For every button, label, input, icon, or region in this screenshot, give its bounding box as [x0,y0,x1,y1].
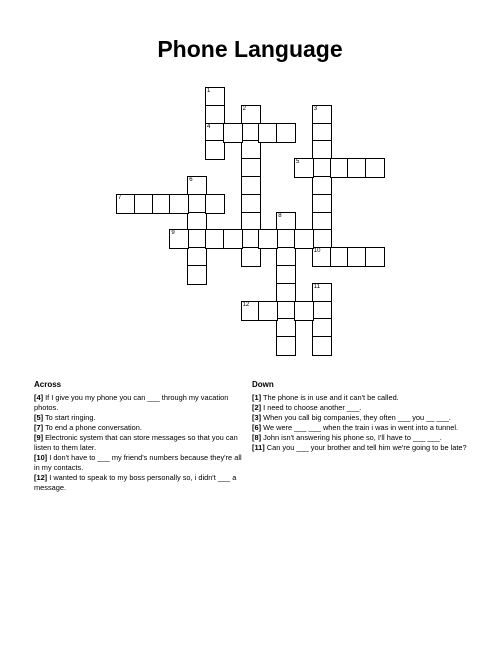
down-clue-list [252,393,468,453]
grid-cell[interactable] [365,158,385,178]
clue-number: 4 [207,123,211,130]
across-clue-list [34,393,246,493]
grid-cell[interactable] [169,194,189,214]
down-clue [252,413,468,423]
clue-number: 7 [118,194,122,201]
across-clue [34,413,246,423]
grid-cell[interactable] [294,301,314,321]
across-clue [34,453,246,473]
down-clue [252,423,468,433]
across-clue [34,433,246,453]
across-clues [34,380,246,493]
clue-number: 10 [313,248,321,255]
clue-text: Electronic system that can store messages so that you can listen to them later. [34,433,238,452]
grid-cell[interactable] [223,229,243,249]
down-heading: Down [252,380,274,389]
clue-number: 11 [313,283,321,290]
clue-number-label: [3] [252,413,262,422]
grid-cell[interactable] [187,265,207,285]
down-clue [252,433,468,443]
clue-text: Can you ___ your brother and tell him we're going to be late? [264,443,467,452]
clue-number: 5 [296,159,300,166]
clue-number-label: [4] [34,393,44,402]
grid-cell[interactable] [294,158,314,178]
across-clue [34,423,246,433]
clue-number-label: [1] [252,393,262,402]
clue-number: 6 [189,177,193,183]
clue-number-label: [7] [34,423,44,432]
clue-text: We were ___ ___ when the train i was in went into a tunnel. [261,423,459,432]
clue-number: 9 [171,230,175,237]
clue-text: I don't have to ___ my friend's numbers because they're all in my contacts. [34,453,242,472]
clue-number: 1 [207,88,211,94]
clue-number-label: [6] [252,423,262,432]
grid-cell[interactable] [258,229,278,249]
clue-number-label: [12] [34,473,48,482]
clue-text: When you call big companies, they often ___ you __ ___. [261,413,451,422]
clue-text: To end a phone conversation. [43,423,142,432]
grid-cell[interactable] [365,247,385,267]
clue-text: To start ringing. [43,413,96,422]
grid-cell[interactable] [169,229,189,249]
clue-number-label: [10] [34,453,48,462]
clue-text: The phone is in use and it can't be called. [261,393,399,402]
grid-cell[interactable] [241,247,261,267]
clue-number: 2 [242,105,246,112]
grid-cell[interactable] [205,194,225,214]
clue-number-label: [2] [252,403,262,412]
clue-number: 8 [278,212,282,219]
page-title: Phone Language [157,36,343,62]
clue-number-label: [11] [252,443,265,452]
clue-text: I wanted to speak to my boss personally so, i didn't ___ a message. [34,473,237,492]
across-clue [34,473,246,493]
across-clue [34,393,246,413]
across-heading: Across [34,380,62,389]
grid-cell[interactable] [312,336,332,356]
clue-number-label: [9] [34,433,44,442]
grid-cell[interactable] [258,301,278,321]
clue-text: If I give you my phone you can ___ through my vacation photos. [34,393,229,412]
clue-number: 3 [313,105,318,112]
clue-number: 12 [242,301,250,308]
clue-number-label: [8] [252,433,262,442]
clue-number-label: [5] [34,413,44,422]
down-clues [252,380,468,453]
down-clue [252,393,468,403]
grid-cell[interactable] [276,336,296,356]
down-clue [252,443,468,453]
grid-cell[interactable] [276,123,296,143]
down-clue [252,403,468,413]
clue-text: John isn't answering his phone so, I'll have to ___ ___. [261,433,442,442]
clue-text: I need to choose another ___. [261,403,362,412]
grid-cell[interactable] [223,123,243,143]
grid-cell[interactable] [294,229,314,249]
grid-cell[interactable] [205,140,225,160]
